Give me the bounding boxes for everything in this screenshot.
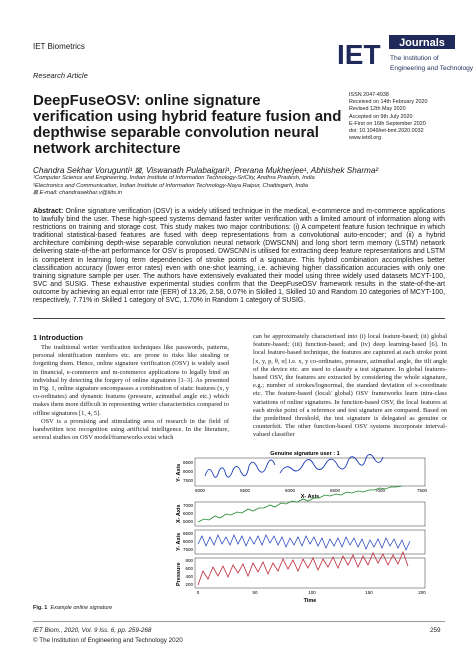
svg-text:7500: 7500 <box>182 547 193 552</box>
affiliation-1: ¹Computer Science and Engineering, Indian Institute of Information Technology-SriCity, Andhra Pradesh, India <box>33 175 315 181</box>
footer-divider <box>33 621 445 622</box>
svg-text:6000: 6000 <box>284 488 296 493</box>
efirst-date: E-First on 16th September 2020 <box>349 120 426 127</box>
svg-text:5000: 5000 <box>194 488 206 493</box>
svg-text:800: 800 <box>185 558 193 563</box>
publication-info <box>349 92 428 142</box>
paragraph: The traditional writer verification techniques like passwords, patterns, personal identification numbers etc. are prone to risks like stealing or forgetting them. Hence, online signature verification (OSV) is widely used in financial, e-commerce and m-commerce applications to legally bind an individual by detecting the forgery of online signatures [1–3]. As presented in Fig. 1, online signature encompasses a combination of static features (x, y co-ordinates) and dynamic features (pressure, azimuthal angle etc.) which makes them more difficult in representing writer characteristics compared to offline signatures [1, 4, 5]. <box>33 344 229 417</box>
accepted-date: Accepted on 9th July 2020 <box>349 113 413 120</box>
section-heading: 1 Introduction <box>33 333 83 342</box>
svg-text:0: 0 <box>196 590 200 595</box>
paragraph: can be approximately characterised into (i) local feature-based; (ii) global feature-based; (iii) function-based; and (iv) deep learning-based [6]. In local feature-based technique, the features are captured at each stroke point [x, y, p, θ, α] i.e. x, y co-ordinates, pressure, azimuthal angle, the tilt angle of the device etc. are used to classify a test signature. In global features-based OSV, the features are extracted by considering the whole signature, e.g.; number of strokes/lognormal, the standard deviation of x-coordinate etc. The feature-based (local/ global) OSV frameworks learn intra-class variations of online signatures. In function-based OSV, the local features at each stroke point of a reference and test signature are compared. Based on the predefined threshold, the test signature is delegated as genuine or counterfeit. The other function-based OSV systems incorporate interval-valued classifier <box>253 333 447 439</box>
svg-text:100: 100 <box>308 590 316 595</box>
website-link[interactable]: www.ietdl.org <box>349 135 382 142</box>
affiliations <box>33 175 453 198</box>
svg-text:400: 400 <box>185 574 193 579</box>
svg-text:5500: 5500 <box>239 488 251 493</box>
svg-text:6500: 6500 <box>329 488 341 493</box>
author-list: Chandra Sekhar Vorugunti¹ ⊠, Viswanath Pulabaigari¹, Prerana Mukherjee¹, Abhishek Sharma² <box>33 166 379 175</box>
svg-text:Pressure: Pressure <box>176 562 182 586</box>
svg-text:Genuine signature user : 1: Genuine signature user : 1 <box>270 451 340 457</box>
footer-citation: IET Biom., 2020, Vol. 9 Iss. 6, pp. 259-268 <box>33 627 152 634</box>
footer-copyright: © The Institution of Engineering and Technology 2020 <box>33 637 183 644</box>
divider <box>33 318 445 319</box>
caption-label: Fig. 1 <box>33 605 48 611</box>
body-column-right <box>253 333 447 440</box>
svg-text:600: 600 <box>185 566 193 571</box>
corresponding-email[interactable]: ⊠ E-mail: chandrasekhar.v@iiits.in <box>33 190 123 197</box>
svg-text:Time: Time <box>303 598 317 604</box>
caption-text: Example online signature <box>50 605 113 611</box>
doi[interactable]: doi: 10.1049/iet-bmt.2020.0032 <box>349 128 424 135</box>
svg-text:6000: 6000 <box>182 511 193 516</box>
affiliation-2: ²Electronics and Communication, Indian Institute of Information Technology-Naya Raipur, Chattisgarh, India <box>33 182 308 189</box>
issn: ISSN 2047-4938 <box>349 92 389 98</box>
iet-journals-logo <box>337 34 474 74</box>
revised-date: Revised 12th May 2020 <box>349 106 406 113</box>
svg-text:X- Axis: X- Axis <box>300 494 320 500</box>
svg-text:7500: 7500 <box>182 478 193 483</box>
received-date: Received on 14th February 2020 <box>349 99 428 106</box>
svg-text:7000: 7000 <box>182 503 193 508</box>
paragraph: OSV is a promising and stimulating area of research in the field of handwritten text recognition using artificial intelligence. In the literature, several studies on OSV model/frameworks exist which <box>33 417 229 442</box>
article-type: Research Article <box>33 71 88 80</box>
svg-text:Engineering and Technology: Engineering and Technology <box>390 65 474 72</box>
svg-text:5000: 5000 <box>182 519 193 524</box>
page-number: 259 <box>430 627 441 634</box>
svg-text:8000: 8000 <box>182 469 193 474</box>
abstract-text: Online signature verification (OSV) is a widely utilised technique in the medical, e-commerce and m-commerce applications to lawfully bind the user. These high-speed systems demand faster writer verification with a limited amount of information along with restrictions on training and storage cost. This study makes two major contributions: (i) A competent feature fusion technique in which traditional statistical-based features are fused with deep representations from a convolutional auto-encoder; and (ii) a hybrid architecture combining depth-wise separable convolution neural network (DWSCNN) and long short term memory (LSTM) network delivering state-of-the-art performance for OSV is proposed. DWSCNN is utilised for extracting deep feature representations and LSTM is competent in learning long term dependencies of stroke points of a signature. This hybrid combination accomplishes better classification accuracy (lower error rates) even with one-shot learning, i.e. achieving higher classification accuracies with only one training signature sample per user. The authors have extensively evaluated their model using three widely used datasets MCYT-100, SVC and SUSIG. These exhaustive experimental studies confirm that the DeepFuseOSV framework results in the state-of-the-art outcome by achieving an equal error rate (EER) of 13.26, 2.58, 0.07% in Skilled 1, Skilled 10 and Random 10 categories of MCYT-100, respectively, 7.71% in Skilled 1 category of SVC, 1.70% in Random 1 category of SUSIG. <box>33 208 445 305</box>
figure-1-signature-plots <box>160 448 460 608</box>
svg-text:50: 50 <box>252 590 258 595</box>
svg-text:Y- Axis: Y- Axis <box>176 532 182 551</box>
figure-caption <box>33 605 112 611</box>
svg-text:7000: 7000 <box>374 488 386 493</box>
abstract <box>33 208 445 305</box>
svg-text:7500: 7500 <box>416 488 428 493</box>
svg-text:8500: 8500 <box>182 531 193 536</box>
svg-text:200: 200 <box>418 590 426 595</box>
svg-text:IET: IET <box>337 39 381 70</box>
svg-text:150: 150 <box>365 590 373 595</box>
svg-text:Y- Axis: Y- Axis <box>176 463 182 482</box>
journal-name: IET Biometrics <box>33 42 85 51</box>
svg-text:8000: 8000 <box>182 539 193 544</box>
svg-text:Journals: Journals <box>399 37 445 49</box>
svg-text:X- Axis: X- Axis <box>176 504 182 523</box>
svg-text:The Institution of: The Institution of <box>390 55 439 62</box>
svg-text:200: 200 <box>185 582 193 587</box>
abstract-label: Abstract: <box>33 208 64 215</box>
body-column-left <box>33 344 229 442</box>
svg-text:8500: 8500 <box>182 460 193 465</box>
paper-title: DeepFuseOSV: online signature verification using hybrid feature fusion and depthwise separable convolution neural network architecture <box>33 92 342 157</box>
